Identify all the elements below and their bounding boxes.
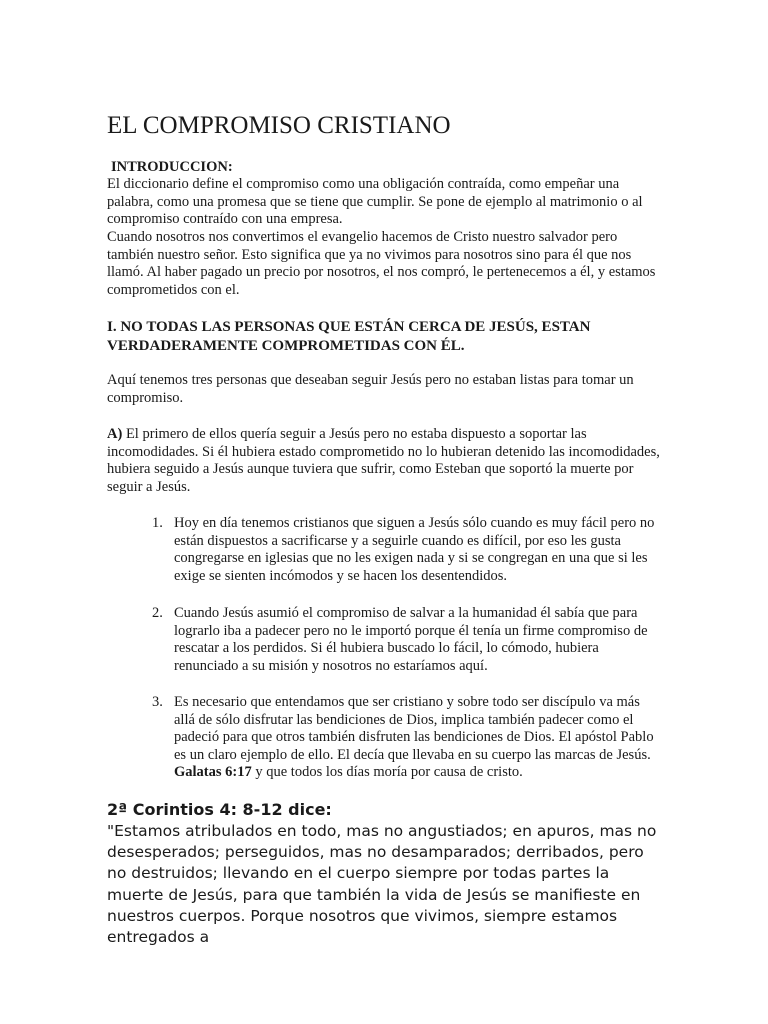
verse-heading: 2ª Corintios 4: 8-12 dice: <box>107 800 332 819</box>
list-text-before: Es necesario que entendamos que ser cristiano y sobre todo ser discípulo va más allá de sólo disfrutar las bendiciones de Dios, implica también padecer como el padeció para que otros también disfruten las bendiciones de Dios. El apóstol Pablo es un claro ejemplo de ello. El decía que llevaba en su cuerpo las marcas de Jesús. <box>174 694 654 763</box>
list-text <box>174 694 662 782</box>
section-1-heading: I. NO TODAS LAS PERSONAS QUE ESTÁN CERCA DE JESÚS, ESTAN VERDADERAMENTE COMPROMETIDAS CON ÉL. <box>107 319 591 354</box>
verse-text: "Estamos atribulados en todo, mas no angustiados; en apuros, mas no desesperados; perseguidos, mas no desamparados; derribados, pero no destruidos; llevando en el cuerpo siempre por todas partes la muerte de Jesús, para que también la vida de Jesús se manifieste en nuestros cuerpos. Porque nosotros que vivimos, siempre estamos entregados a <box>107 822 657 947</box>
list-number: 3. <box>152 694 163 710</box>
list-number: 2. <box>152 605 163 621</box>
list-text: Cuando Jesús asumió el compromiso de salvar a la humanidad él sabía que para lograrlo iba a padecer pero no le importó porque él tenía un firme compromiso de rescatar a los perdidos. Si él hubiera buscado lo fácil, lo cómodo, hubiera renunciado a su misión y nosotros no estaríamos aquí. <box>174 605 648 674</box>
list-item-1 <box>152 515 662 585</box>
list-number: 1. <box>152 515 163 531</box>
point-a-text: El primero de ellos quería seguir a Jesús pero no estaba dispuesto a soportar las incomodidades. Si él hubiera estado comprometido no lo hubieran detenido las incomodidades, hubiera seguido a Jesús aunque tuviera que sufrir, como Esteban que soportó la muerte por seguir a Jesús. <box>107 426 660 495</box>
document-title: EL COMPROMISO CRISTIANO <box>107 112 451 139</box>
intro-paragraph-2: Cuando nosotros nos convertimos el evangelio hacemos de Cristo nuestro salvador pero también nuestro señor. Esto significa que ya no vivimos para nosotros sino para él que nos llamó. Al haber pagado un precio por nosotros, el nos compró, le pertenecemos a él, y estamos comprometidos con el. <box>107 229 656 298</box>
scripture-reference: Galatas 6:17 <box>174 764 252 781</box>
list-text-after: y que todos los días moría por causa de cristo. <box>251 764 523 781</box>
intro-paragraph-1: El diccionario define el compromiso como una obligación contraída, como empeñar una palabra, como una promesa que se tiene que cumplir. Se pone de ejemplo al matrimonio o al compromiso contraído con una empresa. <box>107 176 643 228</box>
intro-heading: INTRODUCCION: <box>111 159 233 175</box>
section-1-paragraph: Aquí tenemos tres personas que deseaban seguir Jesús pero no estaban listas para tomar un compromiso. <box>107 372 634 406</box>
list-item-2 <box>152 605 662 675</box>
list-text: Hoy en día tenemos cristianos que siguen a Jesús sólo cuando es muy fácil pero no están dispuestos a sacrificarse y a seguirle cuando es difícil, por eso les gusta congregarse en iglesias que no les exigen nada y si se congregan en una que si les exige se sienten incómodos y se hacen los desentendidos. <box>174 515 655 584</box>
point-a-paragraph <box>107 426 663 496</box>
list-item-3 <box>152 694 662 782</box>
point-a-label: A) <box>107 426 123 442</box>
